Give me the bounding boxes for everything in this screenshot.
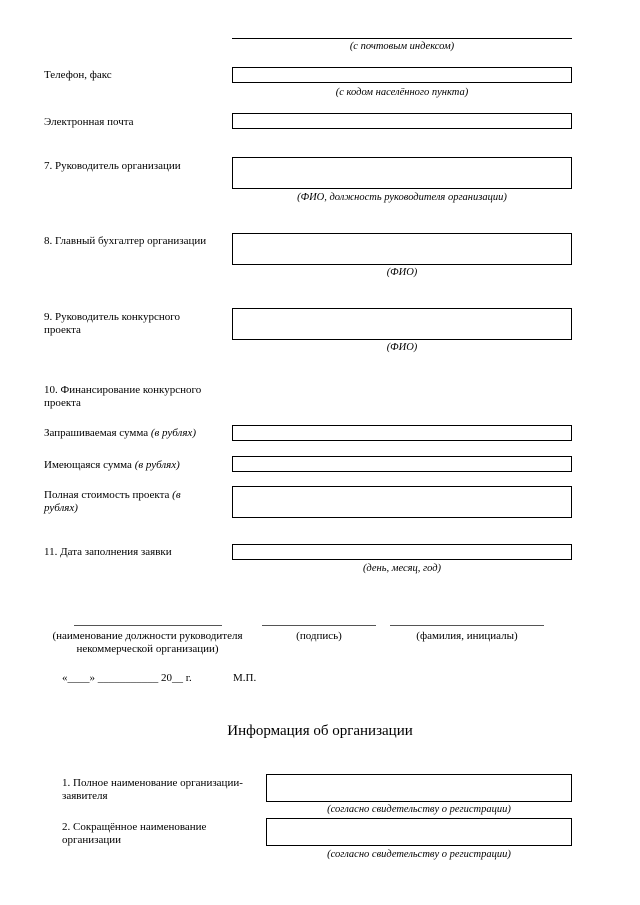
email-label: Электронная почта [44, 116, 134, 128]
short-name-label: 2. Сокращённое наименование организации [62, 821, 207, 846]
director-field[interactable] [232, 157, 572, 189]
name-line[interactable] [390, 625, 544, 626]
address-line[interactable] [232, 38, 572, 39]
stamp-label: М.П. [233, 672, 257, 684]
accountant-label: 8. Главный бухгалтер организации [44, 235, 207, 247]
address-hint: (с почтовым индексом) [349, 41, 455, 52]
director-hint: (ФИО, должность руководителя организации) [297, 192, 507, 203]
requested-sum-label: Запрашиваемая сумма (в рублях) [44, 427, 196, 439]
position-line[interactable] [74, 625, 222, 626]
full-name-field[interactable] [266, 774, 572, 802]
project-lead-label: 9. Руководитель конкурсного проекта [44, 311, 181, 336]
total-cost-label: Полная стоимость проекта (в рублях) [44, 489, 181, 514]
full-name-hint: (согласно свидетельству о регистрации) [327, 804, 511, 815]
short-name-hint: (согласно свидетельству о регистрации) [327, 849, 511, 860]
signature-date[interactable]: «____» ___________ 20__ г. [62, 672, 192, 684]
available-sum-label: Имеющаяся сумма (в рублях) [44, 459, 180, 471]
org-info-title: Информация об организации [227, 723, 413, 739]
director-label: 7. Руководитель организации [44, 160, 181, 172]
project-lead-field[interactable] [232, 308, 572, 340]
position-caption: (наименование должности руководителя некоммерческой организации) [52, 630, 243, 655]
short-name-field[interactable] [266, 818, 572, 846]
email-field[interactable] [232, 113, 572, 129]
fill-date-field[interactable] [232, 544, 572, 560]
financing-label: 10. Финансирование конкурсного проекта [44, 384, 202, 409]
accountant-field[interactable] [232, 233, 572, 265]
available-sum-field[interactable] [232, 456, 572, 472]
phone-field[interactable] [232, 67, 572, 83]
accountant-hint: (ФИО) [386, 267, 418, 278]
fill-date-label: 11. Дата заполнения заявки [44, 546, 172, 558]
phone-label: Телефон, факс [44, 69, 112, 81]
name-caption: (фамилия, инициалы) [416, 630, 518, 642]
total-cost-field[interactable] [232, 486, 572, 518]
requested-sum-field[interactable] [232, 425, 572, 441]
fill-date-hint: (день, месяц, год) [362, 563, 442, 574]
full-name-label: 1. Полное наименование организации-заявителя [62, 777, 243, 802]
signature-caption: (подпись) [296, 630, 342, 642]
phone-hint: (с кодом населённого пункта) [335, 87, 469, 98]
project-lead-hint: (ФИО) [386, 342, 418, 353]
signature-line[interactable] [262, 625, 376, 626]
